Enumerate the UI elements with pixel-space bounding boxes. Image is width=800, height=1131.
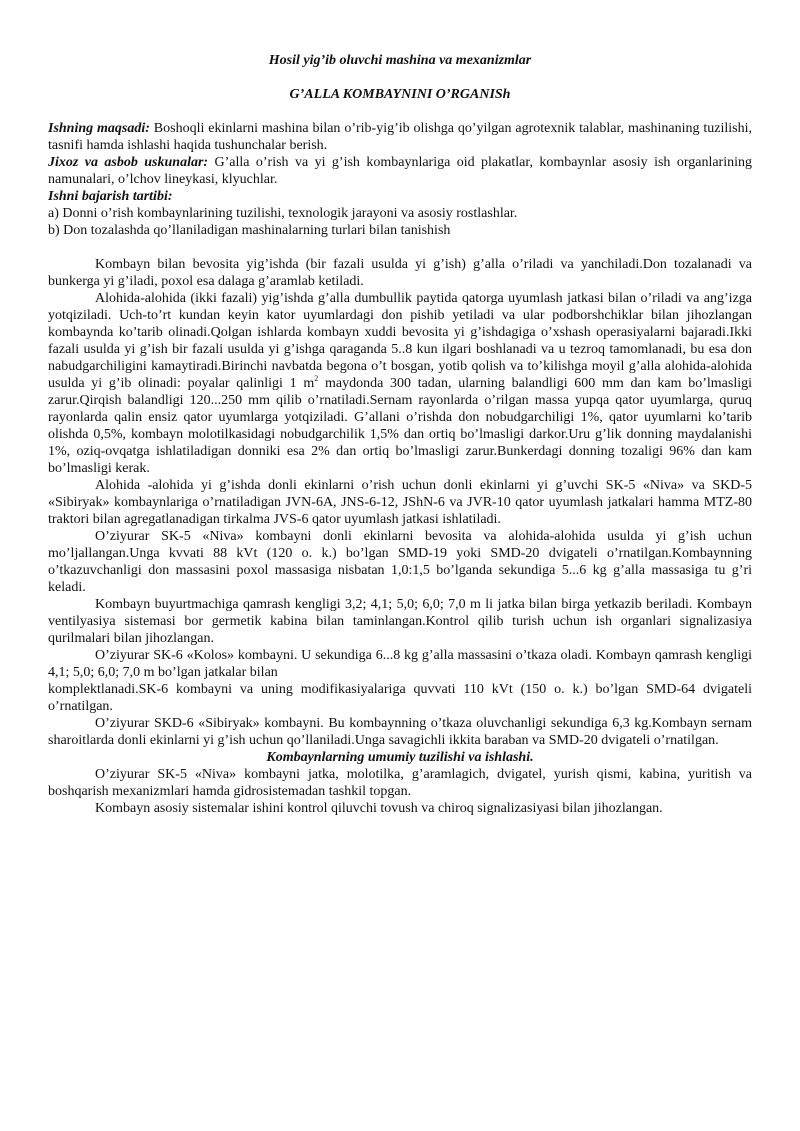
body-paragraph-8: O’ziyurar SK-5 «Niva» kombayni jatka, molotilka, g’aramlagich, dvigatel, yurish qismi, kabina, yuritish va boshqarish mexanizmlari hamda gidrosistemadan tashkil topgan. — [48, 767, 752, 799]
body-paragraph-6-line1: O’ziyurar SK-6 «Kolos» kombayni. U sekundiga 6...8 kg g’alla massasini o’tkaza oladi. Kombayn qamrash kengligi 4,1; 5,0; 6,0; 7,0 m bo’lgan jatkalar bilan — [48, 648, 752, 680]
procedure-item-a: a) Donni o’rish kombaynlarining tuzilishi, texnologik jarayoni va asosiy rostlashlar. — [48, 206, 518, 221]
document-title: G’ALLA KOMBAYNINI O’RGANISh — [289, 87, 511, 102]
goal-label: Ishning maqsadi: — [48, 121, 150, 136]
body-paragraph-6-line2: komplektlanadi.SK-6 kombayni va uning modifikasiyalariga quvvati 110 kVt (150 o. k.) bo’lgan SMD-64 dvigateli o’rnatilgan. — [48, 682, 752, 714]
goal-paragraph — [48, 120, 752, 154]
superscript: 2 — [314, 374, 319, 383]
procedure-item-b: b) Don tozalashda qo’llaniladigan mashinalarning turlari bilan tanishish — [48, 223, 451, 238]
body-paragraph-1: Kombayn bilan bevosita yig’ishda (bir fazali usulda yi g’ish) g’alla o’riladi va yanchiladi.Don tozalanadi va bunkerga yi g’iladi, poxol esa dalaga g’aramlab ketiladi. — [48, 257, 752, 289]
equipment-text: G’alla o’rish va yi g’ish kombaynlariga oid plakatlar, kombaynlar asosiy ish organlarining namunalari, o’lchov lineykasi, klyuchlar. — [48, 155, 752, 187]
equipment-label: Jixoz va asbob uskunalar: — [48, 155, 209, 170]
body-paragraph-7: O’ziyurar SKD-6 «Sibiryak» kombayni. Bu kombaynning o’tkaza oluvchanligi sekundiga 6,3 kg.Kombayn sernam sharoitlarda donli ekinlarni yi g’ish uchun qo’llaniladi.Unga savagichli ikkita baraban va SMD-20 dvigateli o’rnatilgan. — [48, 716, 752, 748]
section-subheading: Kombaynlarning umumiy tuzilishi va ishlashi. — [266, 750, 534, 765]
spacer — [48, 239, 752, 256]
body-paragraph-5: Kombayn buyurtmachiga qamrash kengligi 3,2; 4,1; 5,0; 6,0; 7,0 m li jatka bilan birga yetkazib beriladi. Kombayn ventilyasiya sistemasi bor germetik kabina bilan taminlangan.Kontrol qilib turish uchun ish organlari signalizasiya qurilmalari bilan jihozlangan. — [48, 597, 752, 646]
body-paragraph-4: O’ziyurar SK-5 «Niva» kombayni donli ekinlarni bevosita va alohida-alohida usulda yi g’ish uchun mo’ljallangan.Unga kvvati 88 kVt (120 o. k.) bo’lgan SMD-19 yoki SMD-20 dvigateli o’rnatilgan.Kombaynning o’tkazuvchanligi don massasini poxol massasiga nisbatan 1,0:1,5 bo’lganda sekundiga 5...6 kg g’alla massasiga tu g’ri keladi. — [48, 529, 752, 595]
body-paragraph-9: Kombayn asosiy sistemalar ishini kontrol qiluvchi tovush va chiroq signalizasiyasi bilan jihozlangan. — [95, 801, 663, 816]
document-page — [48, 52, 752, 817]
procedure-label: Ishni bajarish tartibi: — [48, 189, 173, 204]
goal-text: Boshoqli ekinlarni mashina bilan o’rib-yig’ib olishga qo’yilgan agrotexnik talablar, mashinaning tuzilishi, tasnifi hamda ishlashi haqida tushunchalar berish. — [48, 121, 752, 153]
body-paragraph-2 — [48, 290, 752, 477]
body-paragraph-2-part1: Alohida-alohida (ikki fazali) yig’ishda g’alla dumbullik paytida qatorga uyumlash jatkasi bilan o’riladi va ang’izga yotqiziladi. Uch-to’rt kundan keyin kator uyumlardagi don pishib yetiladi va ular podborshchiklar bilan jihozlangan kombaynda ko’tarib olinadi.Qolgan ishlarda kombayn xuddi bevosita yi g’ishdagiga o’xshash operasiyalarni bajaradi.Ikki fazali usulda yi g’ish bir fazali usulda yi g’ishga qaraganda 5..8 kun ilgari boshlanadi va u tezroq tamomlanadi, bu esa don nabudgarchiligini kamaytiradi.Birinchi navbatda begona o’t bosgan, yotib qolish va to’kilishga moyil g’alla alohida-alohida usulda yi g’ib olinadi: poyalar qalinligi 1 m — [48, 291, 752, 391]
document-subject: Hosil yig’ib oluvchi mashina va mexanizmlar — [268, 53, 532, 68]
equipment-paragraph — [48, 154, 752, 188]
body-paragraph-3: Alohida -alohida yi g’ishda donli ekinlarni o’rish uchun donli ekinlarni yi g’uvchi SK-5 «Niva» va SKD-5 «Sibiryak» kombaynlariga o’rnatiladigan JVN-6A, JNS-6-12, JShN-6 va JVR-10 qator uyumlash jatkalari hamma MTZ-80 traktori bilan agregatlanadigan tirkalma JVS-6 qator uyumlash jatkasi ishlatiladi. — [48, 478, 752, 527]
body-paragraph-2-part2: maydonda 300 tadan, ularning balandligi 600 mm dan kam bo’lmasligi zarur.Qirqish balandligi 120...250 mm qilib o’rnatiladi.Sernam rayonlarda o’rilgan massa yupqa qator uyumlarga, quruq rayonlarda qalin ensiz qator uyumlarga yotqiziladi. G’allani o’rishda don nobudgarchiligi 1%, qator uyumlarni ko’tarib olishda 0,5%, kombayn molotilkasidagi nobudgarchilik 1,5% dan ortiq bo’lmasligi darkor.Uru g’lik donning maydalanishi 1%, oziq-ovqatga ishlatiladigan donniki esa 2% dan ortiq bo’lmasligi zarur.Bunkerdagi donning tozaligi 96% dan kam bo’lmasligi kerak. — [48, 376, 752, 476]
